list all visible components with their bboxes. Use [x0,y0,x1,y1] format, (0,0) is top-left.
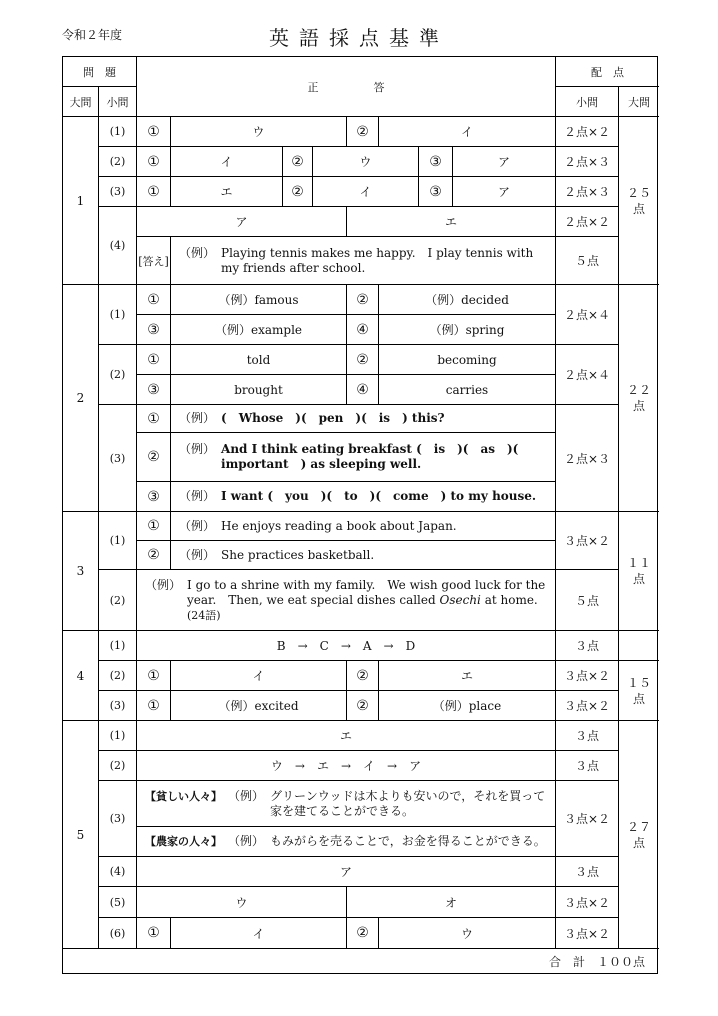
table-cell [171,285,347,315]
table-cell [347,117,379,147]
q5-total: ２７ 点 [619,721,659,949]
points: ３点×２ [556,918,619,949]
table-cell [137,691,171,721]
table-cell [347,661,379,691]
answer-tag: [答え] [137,237,171,285]
answer-text: place [468,698,502,713]
example-mark: （例） [179,489,216,503]
table-cell [379,691,556,721]
answer: told [171,345,347,375]
circle-number: ① [147,351,160,368]
example-mark: （例） [179,245,216,260]
points: ２点×３ [556,405,619,512]
table-cell [171,541,556,570]
circle-number: ① [147,153,160,170]
table-cell [137,285,171,315]
daimon-5: 5 [63,721,99,949]
header-seito: 正 答 [137,57,556,117]
blank [619,631,659,661]
answer: ウ [379,918,556,949]
circle-number: ② [356,351,369,368]
answer: オ [347,887,556,918]
circle-number: ④ [356,381,369,398]
q5-3-label: (3) [99,781,137,857]
word-count: (24語) [187,608,221,622]
answer-text: I want ( you )( to )( come ) to my house. [221,489,537,503]
circle-number: ① [147,410,160,427]
example-mark: （例） [228,788,265,803]
circle-number: ② [356,925,369,941]
answer: ウ [137,887,347,918]
answer: brought [171,375,347,405]
table-cell [347,691,379,721]
table-cell [283,177,313,207]
table-cell [137,661,171,691]
q1-4-label: (4) [99,207,137,285]
table-cell [379,315,556,345]
answer-text: グリーンウッドは木よりも安いので，それを買って家を建てることができる。 [270,788,546,818]
points: ２点×４ [556,345,619,405]
q2-total: ２２ 点 [619,285,659,512]
table-cell [137,147,171,177]
answer: ア [137,207,347,237]
answer-italic: Osechi [439,592,481,607]
points: ２点×２ [556,207,619,237]
daimon-3: 3 [63,512,99,631]
answer: イ [171,661,347,691]
example-mark: （例） [425,293,462,307]
q1-1-label: (1) [99,117,137,147]
points: ３点 [556,631,619,661]
table-cell [137,918,171,949]
answer: エ [347,207,556,237]
q2-3-label: (3) [99,405,137,512]
page-title: 英語採点基準 [269,26,449,50]
table-cell [283,147,313,177]
answer-text: She practices basketball. [221,547,375,562]
points: ３点 [556,721,619,751]
circle-number: ② [147,449,160,465]
q4-3-label: (3) [99,691,137,721]
points: ２点×３ [556,147,619,177]
answer: carries [379,375,556,405]
points: ３点×２ [556,512,619,570]
q5-1-label: (1) [99,721,137,751]
points: ３点×２ [556,887,619,918]
table-cell [137,512,171,541]
table-cell [137,315,171,345]
q5-5-label: (5) [99,887,137,918]
example-mark: （例） [218,293,255,307]
table-cell [137,827,556,857]
example-mark: （例） [432,699,469,713]
year-label: 令和２年度 [62,28,123,42]
table-cell [137,482,171,512]
circle-number: ① [147,667,160,684]
answer-text: example [250,322,303,337]
header-shomon: 小問 [99,87,137,117]
answer: ア [453,177,556,207]
q4-total: １５ 点 [619,661,659,721]
table-cell [171,405,556,433]
points: ３点 [556,857,619,887]
answer-text: excited [254,698,299,713]
q3-total: １１ 点 [619,512,659,631]
answer: エ [137,721,556,751]
answer: イ [313,177,419,207]
table-cell [171,691,347,721]
table-cell [137,405,171,433]
circle-number: ① [147,123,160,140]
grand-total: 合 計 １００点 [548,954,645,969]
answer: イ [171,147,283,177]
table-cell [137,345,171,375]
table-cell [347,345,379,375]
scoring-table [62,56,658,974]
example-mark: （例） [145,577,182,592]
circle-number: ③ [429,153,442,170]
answer-text: ( Whose )( pen )( is ) this? [221,411,445,425]
circle-number: ② [356,291,369,308]
tag-farmers: 【農家の人々】 [145,835,222,848]
answer-text: at home. [480,592,538,607]
circle-number: ② [356,697,369,714]
circle-number: ③ [147,321,160,338]
table-cell [347,285,379,315]
table-cell [137,781,556,827]
table-cell [419,147,453,177]
answer-text: spring [465,322,505,337]
points: ２点×４ [556,285,619,345]
header-haiten: 配 点 [556,57,659,87]
q1-total: ２５ 点 [619,117,659,285]
header-h-daimon: 大問 [619,87,659,117]
answer: ア [137,857,556,887]
answer: イ [171,918,347,949]
points: ５点 [556,237,619,285]
example-mark: （例） [228,834,265,848]
answer-text: And I think eating breakfast ( is )( as )( important ) as sleeping well. [221,442,531,471]
circle-number: ③ [147,488,160,505]
daimon-2: 2 [63,285,99,512]
example-mark: （例） [179,518,216,533]
answer: エ [171,177,283,207]
circle-number: ① [147,697,160,714]
answer-text: もみがらを売ることで，お金を得ることができる。 [270,834,546,848]
table-cell [171,433,556,482]
points: ３点×２ [556,781,619,857]
answer: ウ → エ → イ → ア [137,751,556,781]
points: ５点 [556,570,619,631]
q4-2-label: (2) [99,661,137,691]
points: ３点×２ [556,661,619,691]
points: ２点×２ [556,117,619,147]
q1-3-label: (3) [99,177,137,207]
table-cell [171,237,556,285]
table-cell [419,177,453,207]
q2-1-label: (1) [99,285,137,345]
answer: becoming [379,345,556,375]
circle-number: ② [147,547,160,563]
table-cell [137,541,171,570]
table-cell [347,375,379,405]
answer: ウ [313,147,419,177]
answer-text: He enjoys reading a book about Japan. [221,518,457,533]
circle-number: ④ [356,321,369,338]
example-mark: （例） [179,547,216,562]
circle-number: ① [147,183,160,200]
answer-text: I go to a shrine with my family. We wish good luck for the year. Then, we eat special dishes called [187,577,546,607]
answer: エ [379,661,556,691]
answer-text: decided [461,292,509,307]
circle-number: ② [356,123,369,140]
q1-2-label: (2) [99,147,137,177]
circle-number: ② [356,667,369,684]
circle-number: ② [291,153,304,170]
answer: ア [453,147,556,177]
example-mark: （例） [429,323,466,337]
q4-1-label: (1) [99,631,137,661]
q3-2-label: (2) [99,570,137,631]
answer: イ [379,117,556,147]
table-cell [347,918,379,949]
circle-number: ① [147,518,160,534]
circle-number: ① [147,291,160,308]
points: ３点×２ [556,691,619,721]
example-mark: （例） [218,699,255,713]
points: ３点 [556,751,619,781]
table-cell [137,117,171,147]
q2-2-label: (2) [99,345,137,405]
header-mondai: 問 題 [63,57,137,87]
table-cell [137,375,171,405]
answer: ウ [171,117,347,147]
table-cell [171,482,556,512]
q5-6-label: (6) [99,918,137,949]
answer: B → C → A → D [137,631,556,661]
points: ２点×３ [556,177,619,207]
example-mark: （例） [179,442,216,456]
circle-number: ② [291,183,304,200]
example-mark: （例） [214,323,251,337]
example-mark: （例） [179,411,216,425]
daimon-4: 4 [63,631,99,721]
tag-poor: 【貧しい人々】 [145,789,222,803]
table-cell [137,570,556,631]
circle-number: ③ [147,381,160,398]
header-h-shomon: 小問 [556,87,619,117]
circle-number: ① [147,925,160,941]
q5-2-label: (2) [99,751,137,781]
q3-1-label: (1) [99,512,137,570]
table-cell [137,177,171,207]
circle-number: ③ [429,183,442,200]
table-cell [171,512,556,541]
table-cell [137,433,171,482]
table-cell [379,285,556,315]
answer-text: Playing tennis makes me happy. I play tennis with my friends after school. [221,245,534,275]
header-daimon: 大問 [63,87,99,117]
table-cell [347,315,379,345]
answer-text: famous [254,292,299,307]
table-cell [171,315,347,345]
q5-4-label: (4) [99,857,137,887]
daimon-1: 1 [63,117,99,285]
